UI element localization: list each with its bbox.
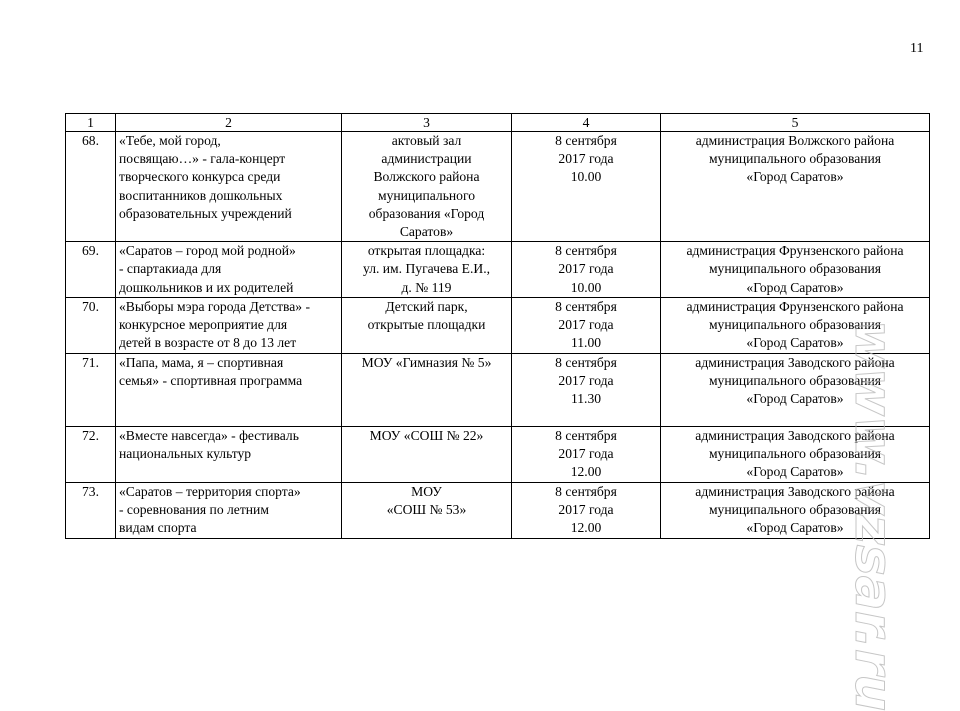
event-name-line: «Саратов – город мой родной» (119, 243, 296, 259)
organizer-line: администрация Заводского района (695, 483, 895, 499)
event-date-line: 2017 года (558, 373, 614, 389)
row-number: 72. (66, 426, 116, 482)
event-date-line: 2017 года (558, 502, 614, 518)
header-row (66, 114, 930, 132)
row-number: 73. (66, 482, 116, 538)
event-name-line: «Папа, мама, я – спортивная (119, 354, 284, 370)
event-name-line: семья» - спортивная программа (119, 373, 303, 389)
event-place-cell (342, 482, 512, 538)
event-name-cell (116, 297, 342, 353)
watermark: www.vzsar.ru (843, 320, 903, 711)
event-place-line: МОУ (411, 483, 442, 499)
organizer-line: «Город Саратов» (746, 520, 844, 536)
organizer-line: администрация Заводского района (695, 354, 895, 370)
organizer-line: администрация Фрунзенского района (686, 243, 904, 259)
event-date-line: 12.00 (570, 464, 602, 480)
event-date-line: 8 сентября (555, 354, 617, 370)
event-date-line: 8 сентября (555, 427, 617, 443)
event-place-line: д. № 119 (401, 279, 452, 295)
organizer-line: «Город Саратов» (746, 391, 844, 407)
table-body (66, 132, 930, 711)
event-name-line: дошкольников и их родителей (119, 279, 294, 295)
event-name-cell (116, 353, 342, 426)
event-place-line: образования «Город (368, 205, 485, 221)
event-place-line: МОУ «СОШ № 22» (369, 427, 484, 443)
event-date-line: 10.00 (570, 279, 602, 295)
organizer-line: администрация Заводского района (695, 427, 895, 443)
event-date-cell (512, 132, 661, 242)
event-name-line: воспитанников дошкольных (119, 187, 283, 203)
event-date-line: 2017 года (558, 317, 614, 333)
event-date-line: 10.00 (570, 169, 602, 185)
column-header-5: 5 (661, 114, 930, 132)
organizer-line: «Город Саратов» (746, 464, 844, 480)
event-place-line: открытые площадки (367, 317, 486, 333)
event-date-cell (512, 426, 661, 482)
event-date-cell (512, 242, 661, 298)
column-header-2: 2 (116, 114, 342, 132)
table-row (66, 426, 930, 482)
organizer-cell (661, 242, 930, 298)
event-date-line: 11.30 (570, 391, 602, 407)
organizer-cell (661, 132, 930, 242)
organizer-line: муниципального образования (708, 151, 882, 167)
event-date-cell (512, 297, 661, 353)
organizer-line: «Город Саратов» (746, 169, 844, 185)
table-row (66, 482, 930, 538)
event-place-cell (342, 242, 512, 298)
page-number: 11 (910, 41, 924, 56)
event-place-cell (342, 297, 512, 353)
event-name-line: «Саратов – территория спорта» (119, 483, 301, 499)
organizer-line: «Город Саратов» (746, 335, 844, 351)
table-row (66, 132, 930, 242)
event-name-line: конкурсное мероприятие для (119, 317, 288, 333)
event-date-cell (512, 353, 661, 426)
event-name-line: «Вместе навсегда» - фестиваль (119, 427, 299, 443)
row-number: 71. (66, 353, 116, 426)
event-name-line: «Выборы мэра города Детства» - (119, 298, 311, 314)
event-place-line: муниципального (377, 187, 475, 203)
event-place-line: МОУ «Гимназия № 5» (361, 354, 492, 370)
event-name-line: национальных культур (119, 446, 252, 462)
table-row (66, 353, 930, 426)
event-date-line: 8 сентября (555, 298, 617, 314)
event-date-line: 8 сентября (555, 243, 617, 259)
event-name-line: творческого конкурса среди (119, 169, 281, 185)
organizer-line: муниципального образования (708, 373, 882, 389)
event-name-line: - соревнования по летним (119, 502, 269, 518)
organizer-line: муниципального образования (708, 502, 882, 518)
event-name-cell (116, 482, 342, 538)
event-name-cell (116, 242, 342, 298)
event-date-line: 8 сентября (555, 483, 617, 499)
event-name-cell (116, 426, 342, 482)
event-name-line: образовательных учреждений (119, 205, 292, 221)
event-name-line: видам спорта (119, 520, 197, 536)
event-date-line: 11.00 (570, 335, 602, 351)
event-place-line: Саратов» (399, 224, 454, 240)
organizer-line: муниципального образования (708, 317, 882, 333)
column-header-3: 3 (342, 114, 512, 132)
event-place-cell (342, 426, 512, 482)
row-number: 70. (66, 297, 116, 353)
table-header (66, 114, 930, 132)
event-place-line: Детский парк, (385, 298, 468, 314)
event-date-line: 8 сентября (555, 133, 617, 148)
event-place-cell (342, 353, 512, 426)
event-date-line: 2017 года (558, 261, 614, 277)
event-name-cell (116, 132, 342, 242)
event-place-line: открытая площадка: (367, 243, 486, 259)
column-header-1: 1 (66, 114, 116, 132)
event-place-line: администрации (381, 151, 472, 167)
event-name-line: «Тебе, мой город, (119, 133, 221, 148)
column-header-4: 4 (512, 114, 661, 132)
organizer-line: администрация Волжского района (695, 133, 895, 148)
event-place-line: актовый зал (391, 133, 462, 148)
table-row (66, 297, 930, 353)
row-number: 69. (66, 242, 116, 298)
organizer-line: муниципального образования (708, 261, 882, 277)
event-date-line: 2017 года (558, 151, 614, 167)
organizer-line: администрация Фрунзенского района (686, 298, 904, 314)
event-date-cell (512, 482, 661, 538)
organizer-line: «Город Саратов» (746, 279, 844, 295)
events-table (65, 113, 930, 711)
event-place-line: Волжского района (373, 169, 480, 185)
event-place-line: ул. им. Пугачева Е.И., (363, 261, 490, 277)
event-name-line: детей в возрасте от 8 до 13 лет (119, 335, 297, 351)
event-place-cell (342, 132, 512, 242)
table-row (66, 242, 930, 298)
event-name-line: - спартакиада для (119, 261, 222, 277)
event-name-line: посвящаю…» - гала-концерт (119, 151, 286, 167)
event-place-line: «СОШ № 53» (386, 502, 467, 518)
organizer-line: муниципального образования (708, 446, 882, 462)
event-date-line: 2017 года (558, 446, 614, 462)
row-number: 68. (66, 132, 116, 242)
event-date-line: 12.00 (570, 520, 602, 536)
